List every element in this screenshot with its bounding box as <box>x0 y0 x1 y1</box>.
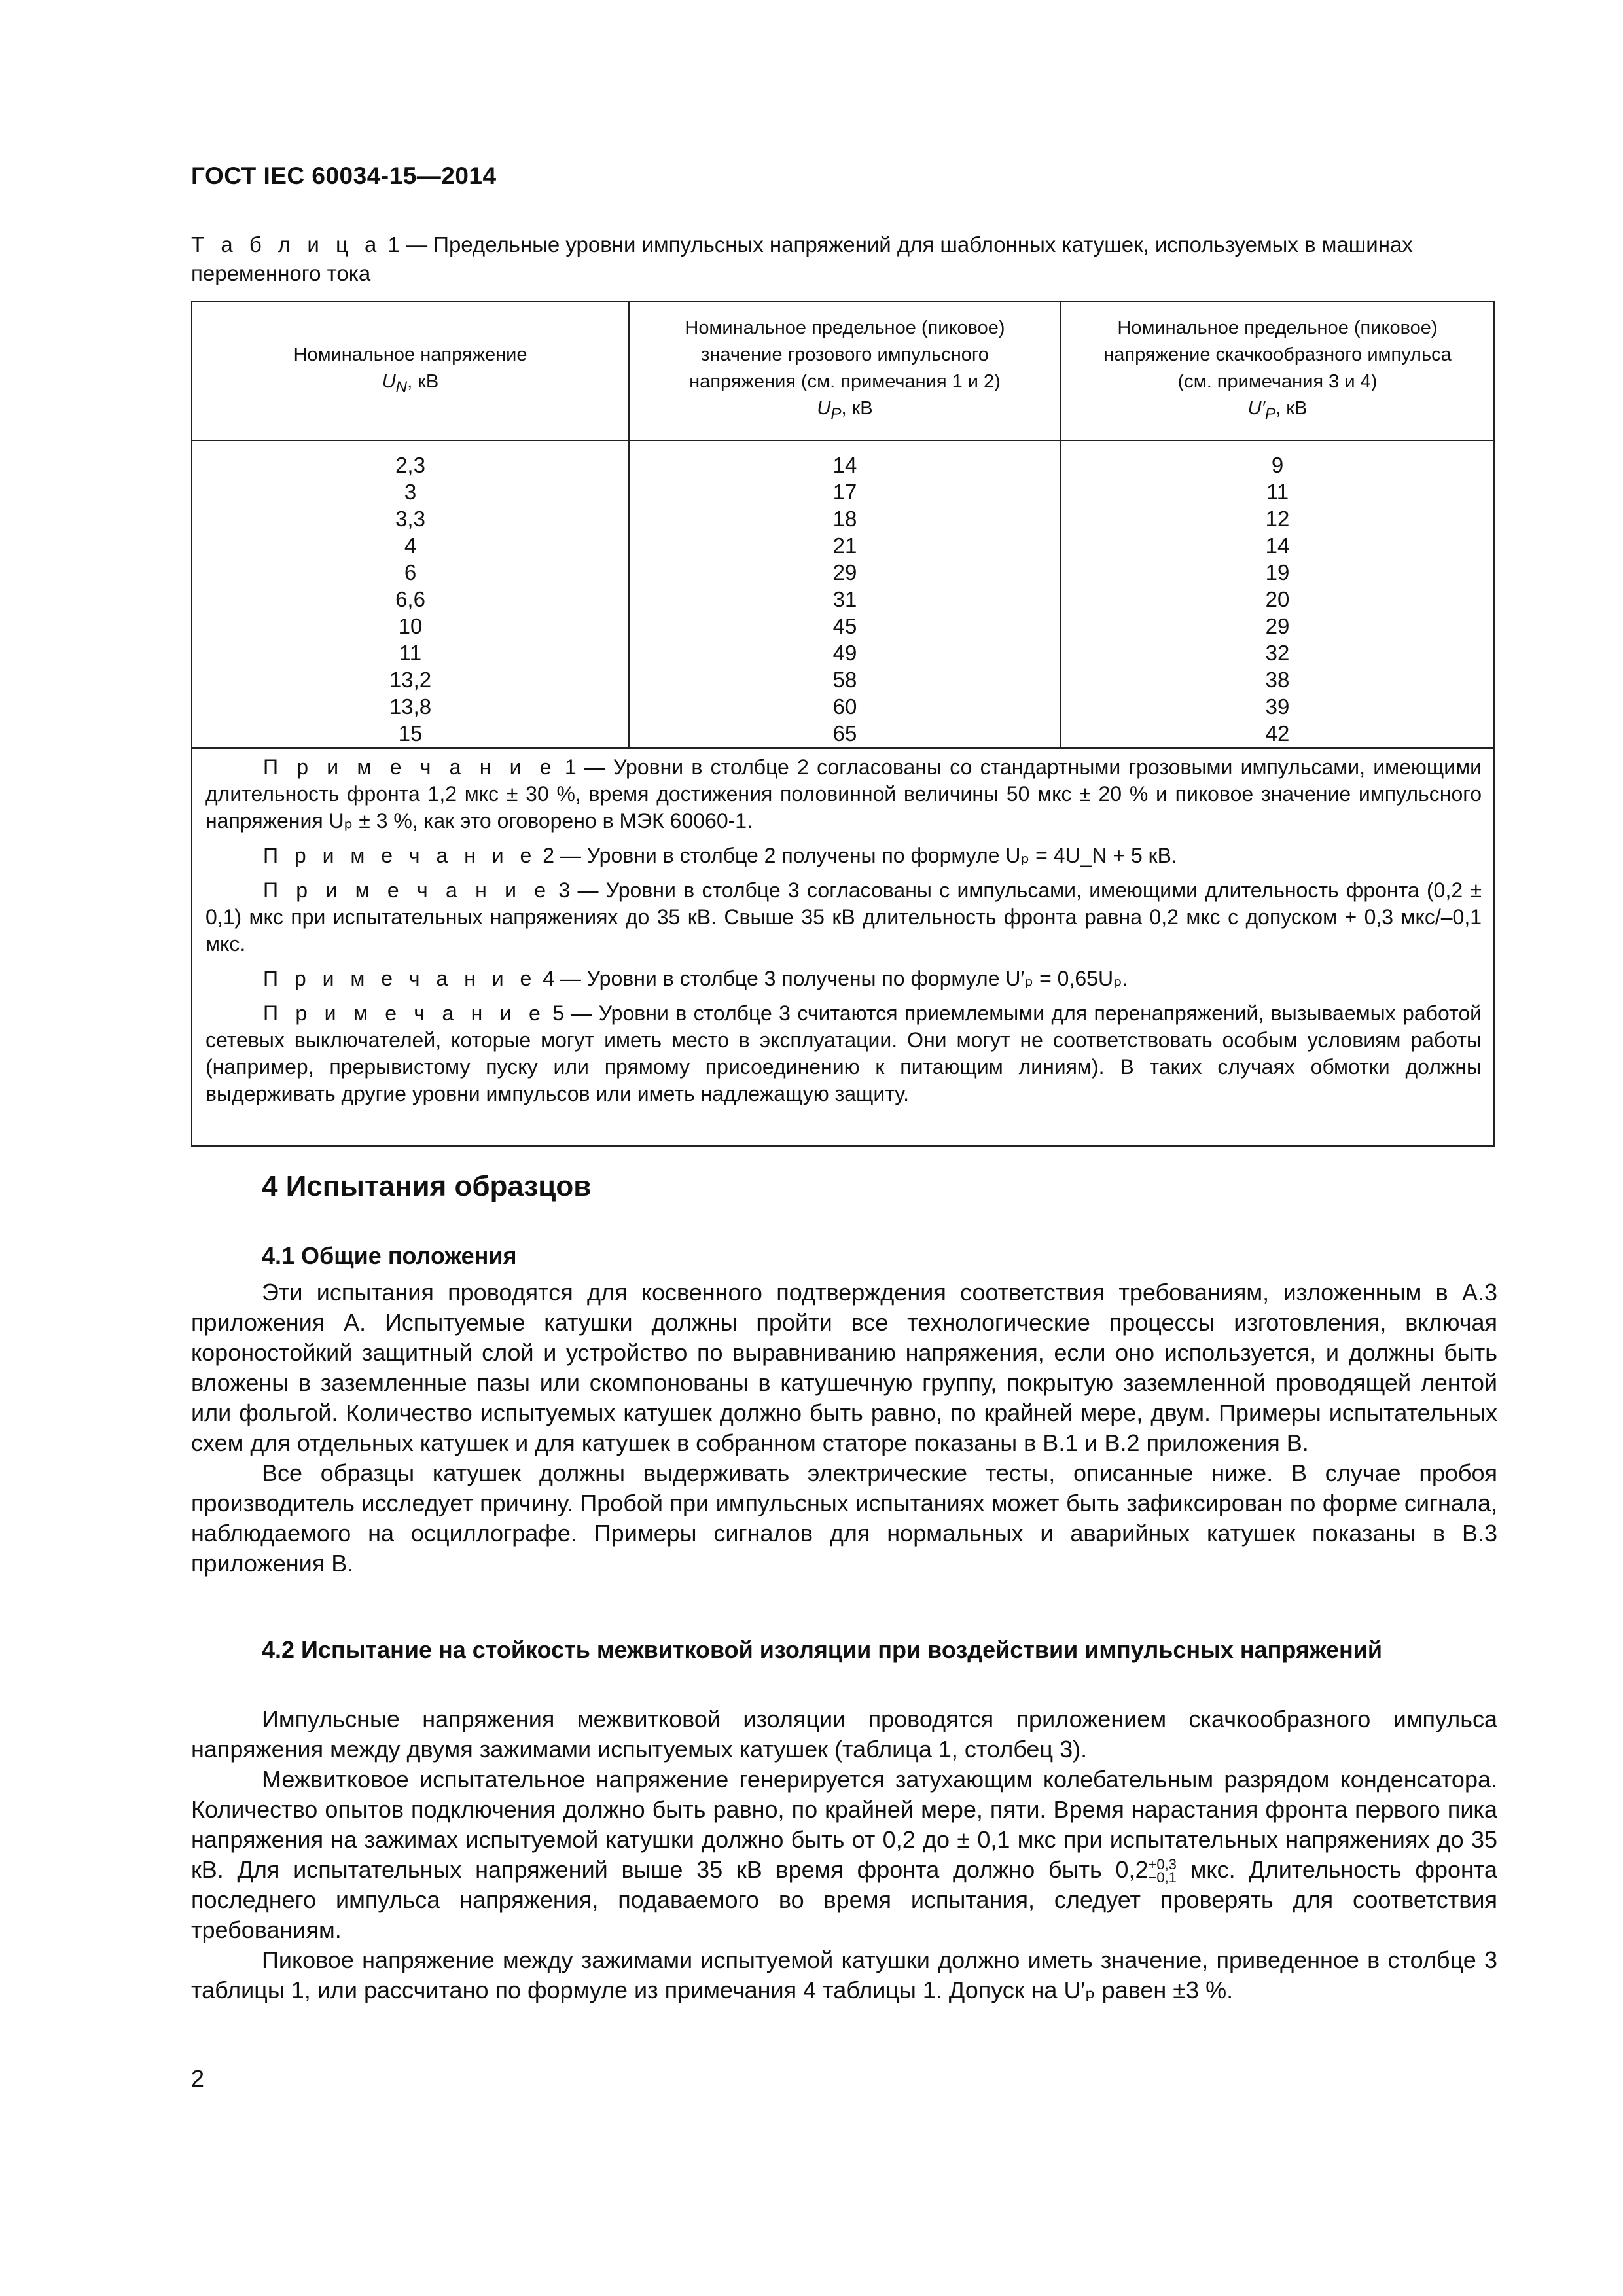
column-nominal-voltage <box>192 452 628 747</box>
table-cell: 39 <box>1265 694 1290 719</box>
paragraph: Пиковое напряжение между зажимами испытуемой катушки должно иметь значение, приведенное в столбце 3 таблицы 1, или рассчитано по формуле из примечания 4 таблицы 1. Допуск на U′ₚ равен ±3 %. <box>191 1946 1497 2003</box>
header-text: Номинальное предельное (пиковое) <box>1117 317 1438 339</box>
table-cell: 17 <box>832 480 857 504</box>
document-id: ГОСТ IEC 60034-15—2014 <box>191 162 497 189</box>
header-symbol: $U'_P$, кВ <box>1247 398 1308 423</box>
section-title: 4 Испытания образцов <box>262 1170 592 1202</box>
paragraph: Все образцы катушек должны выдерживать электрические тесты, описанные ниже. В случае пробоя производитель исследует причину. Пробой при импульсных испытаниях может быть зафиксирован по форме сигнала, наблюдаемого на осциллографе. Примеры сигналов для нормальных и аварийных катушек показаны в В.3 приложения В. <box>191 1460 1497 1577</box>
table-cell: 4 <box>404 533 417 558</box>
table-cell: 3,3 <box>395 507 425 531</box>
table-note: П р и м е ч а н и е 3 — Уровни в столбце 3 согласованы с импульсами, имеющими длительность фронта (0,2 ± 0,1) мкс при испытательных напряжениях до 35 кВ. Свыше 35 кВ длительность фронта равна 0,2 мкс с допуском + 0,3 мкс/–0,1 мкс. <box>205 878 1482 956</box>
table-cell: 58 <box>832 668 857 692</box>
section-4-1-body <box>191 1278 1497 1579</box>
table-cell: 15 <box>398 721 423 745</box>
table-cell: 42 <box>1265 721 1290 745</box>
column-header-step-impulse <box>1061 302 1493 440</box>
table-cell: 29 <box>1265 614 1290 638</box>
header-divider <box>192 440 1493 441</box>
table-cell: 19 <box>1265 560 1290 584</box>
table-cell: 10 <box>398 614 423 638</box>
table-cell: 14 <box>1265 533 1290 558</box>
subsection-title: 4.2 Испытание на стойкость межвитковой изоляции при воздействии импульсных напряжений <box>262 1636 1382 1663</box>
table-note: П р и м е ч а н и е 1 — Уровни в столбце 2 согласованы со стандартными грозовыми импульсами, имеющими длительность фронта 1,2 мкс ± 30 %, время достижения половинной величины 50 мкс ± 20 % и пиковое значение импульсного напряжения Uₚ ± 3 %, как это оговорено в МЭК 60060-1. <box>205 755 1482 833</box>
header-text: значение грозового импульсного <box>701 344 989 366</box>
table-cell: 45 <box>832 614 857 638</box>
paragraph: Межвитковое испытательное напряжение генерируется затухающим колебательным разрядом конденсатора. Количество опытов подключения должно быть равно, по крайней мере, пяти. Время нарастания фронта первого пика напряжения на зажимах испытуемой катушки должно быть от 0,2 до ± 0,1 мкс при испытательных напряжениях до 35 кВ. Для испытательных напряжений выше 35 кВ время фронта должно быть 0,2 +0,3 −0,1 мкс. Длительность фронта последнего импульса напряжения, подаваемого во время испытания, следует проверять для соответствия требованиям. <box>191 1766 1498 1943</box>
table-cell: 60 <box>832 694 857 719</box>
table-cell: 14 <box>832 453 857 477</box>
table-note: П р и м е ч а н и е 2 — Уровни в столбце 2 получены по формуле Uₚ = 4U_N + 5 кВ. <box>263 844 1177 867</box>
header-text: Номинальное предельное (пиковое) <box>685 317 1005 339</box>
header-text: напряжение скачкообразного импульса <box>1103 344 1452 366</box>
subsection-title: 4.1 Общие положения <box>262 1242 517 1269</box>
table-cell: 11 <box>399 641 422 665</box>
table-cell: 12 <box>1265 507 1290 531</box>
table-cell: 3 <box>404 480 417 504</box>
table-cell: 29 <box>832 560 857 584</box>
table-cell: 13,8 <box>389 694 432 719</box>
header-text: напряжения (см. примечания 1 и 2) <box>689 371 1001 393</box>
paragraph: Эти испытания проводятся для косвенного подтверждения соответствия требованиям, изложенным в А.3 приложения А. Испытуемые катушки должны пройти все технологические процессы изготовления, включая короностойкий защитный слой и устройство по выравниванию напряжения, если оно используется, и должны быть вложены в заземленные пазы или скомпонованы в катушечную группу, покрытую заземленной проводящей лентой или фольгой. Количество испытуемых катушек должно быть равно, по крайней мере, двум. Примеры испытательных схем для отдельных катушек и для катушек в собранном статоре показаны в В.1 и В.2 приложения В. <box>191 1279 1497 1456</box>
tolerance-fraction: +0,3 −0,1 <box>1148 1856 1177 1886</box>
header-symbol: $U_N$, кВ <box>382 371 439 396</box>
table-cell: 49 <box>832 641 857 665</box>
table-cell: 11 <box>1266 480 1289 504</box>
header-text: Номинальное напряжение <box>293 344 527 366</box>
column-header-lightning-impulse <box>630 302 1060 440</box>
table-cell: 9 <box>1271 453 1284 477</box>
table-cell: 21 <box>832 533 857 558</box>
table-cell: 32 <box>1265 641 1290 665</box>
voltage-table <box>191 301 1495 1147</box>
table-cell: 6,6 <box>395 587 425 611</box>
table-caption <box>191 230 1497 288</box>
column-lightning-impulse <box>630 452 1060 747</box>
table-caption-label: Т а б л и ц а <box>191 232 382 257</box>
table-cell: 18 <box>832 507 857 531</box>
table-cell: 38 <box>1265 668 1290 692</box>
table-cell: 6 <box>404 560 417 584</box>
table-cell: 13,2 <box>389 668 432 692</box>
table-note: П р и м е ч а н и е 4 — Уровни в столбце 3 получены по формуле U′ₚ = 0,65Uₚ. <box>263 967 1128 990</box>
column-step-impulse <box>1061 452 1493 747</box>
table-cell: 20 <box>1265 587 1290 611</box>
table-cell: 65 <box>832 721 857 745</box>
section-4-2-body <box>191 1704 1497 2005</box>
page-number: 2 <box>191 2065 205 2092</box>
table-caption-text: 1 — Предельные уровни импульсных напряжений для шаблонных катушек, используемых в машинах переменного тока <box>191 232 1413 285</box>
header-symbol: $U_P$, кВ <box>817 398 873 423</box>
table-cell: 2,3 <box>395 453 425 477</box>
table-cell: 31 <box>832 587 857 611</box>
header-text: (см. примечания 3 и 4) <box>1177 371 1378 393</box>
table-notes <box>205 747 1482 1115</box>
column-header-nominal-voltage <box>192 302 628 440</box>
paragraph: Импульсные напряжения межвитковой изоляции проводятся приложением скачкообразного импульса напряжения между двумя зажимами испытуемых катушек (таблица 1, столбец 3). <box>191 1706 1497 1763</box>
table-note: П р и м е ч а н и е 5 — Уровни в столбце 3 считаются приемлемыми для перенапряжений, вызываемых работой сетевых выключателей, которые могут иметь место в эксплуатации. Они могут не соответствовать особым условиям работы (например, прерывистому пуску или прямому присоединению к питающим линиям). В таких случаях обмотки должны выдерживать другие уровни импульсов или иметь надлежащую защиту. <box>205 1001 1482 1105</box>
